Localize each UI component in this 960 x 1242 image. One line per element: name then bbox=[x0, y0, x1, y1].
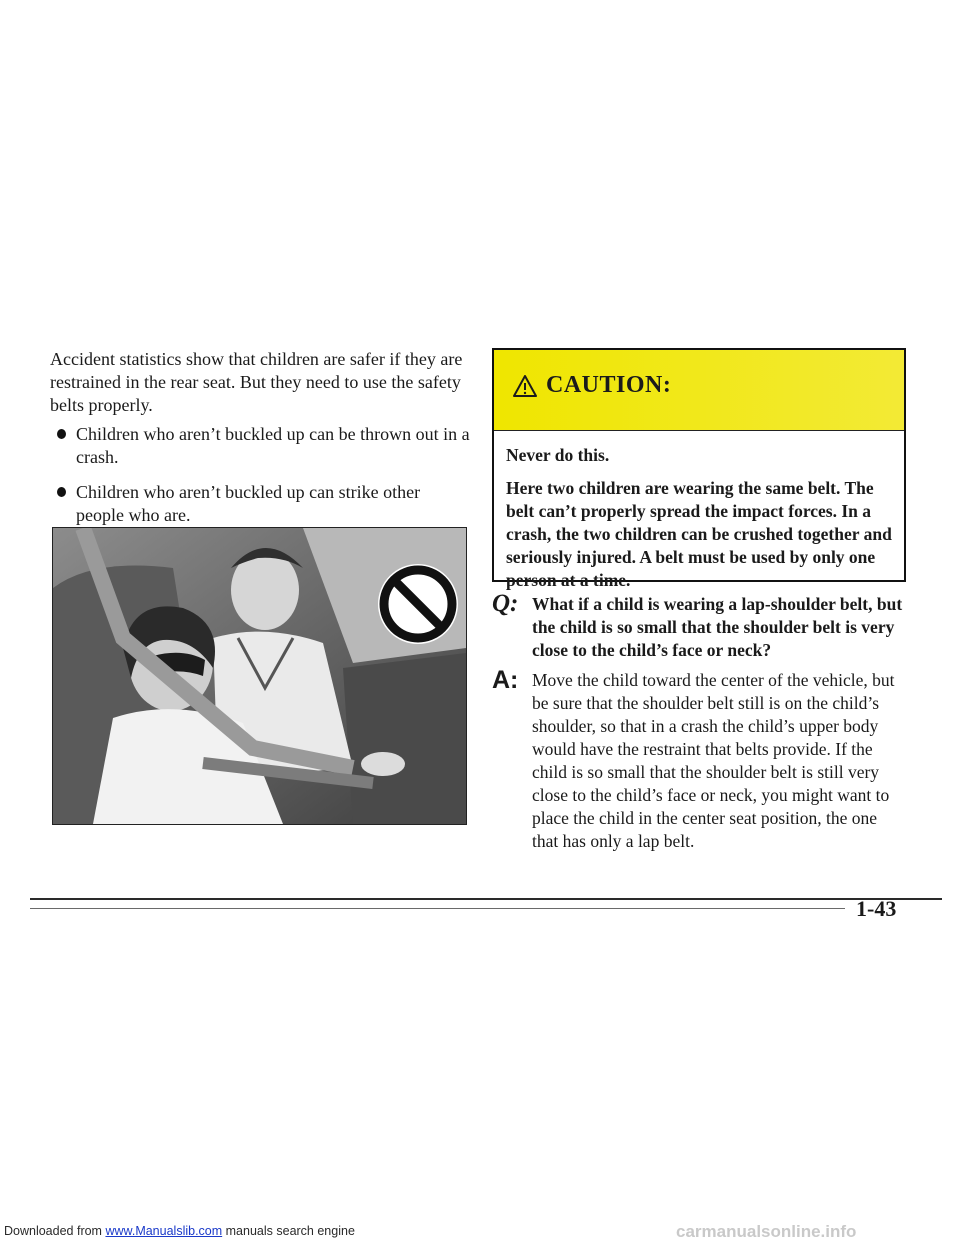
bullet-text: Children who aren’t buckled up can strike other people who are. bbox=[76, 482, 421, 525]
page-number: 1-43 bbox=[856, 896, 897, 921]
footer-prefix: Downloaded from bbox=[4, 1224, 106, 1238]
watermark: carmanualsonline.info bbox=[676, 1222, 857, 1241]
answer-text: Move the child toward the center of the vehicle, but be sure that the shoulder belt still is on the child’s shoulder, so that in a crash the child’s upper body would have the restraint that belts provide. If the child is so small that the shoulder belt is still very close to the child’s face or neck, you might want to place the child in the center seat position, the one that has only a lap belt. bbox=[532, 670, 895, 851]
illustration-svg bbox=[53, 528, 466, 824]
footer-rule bbox=[30, 898, 942, 900]
bullet-list bbox=[50, 423, 470, 539]
door-panel bbox=[343, 653, 466, 824]
prohibition-icon bbox=[378, 564, 458, 644]
caution-title: CAUTION: bbox=[546, 372, 672, 398]
bullet-icon bbox=[57, 429, 66, 439]
list-item bbox=[50, 423, 470, 469]
caution-box bbox=[492, 348, 906, 590]
warning-triangle-icon bbox=[512, 374, 538, 398]
bullet-text: Children who aren’t buckled up can be thrown out in a crash. bbox=[76, 424, 470, 467]
question-text: What if a child is wearing a lap-shoulder belt, but the child is so small that the shoulder belt is very close to the child’s face or neck? bbox=[532, 594, 903, 660]
download-footer bbox=[4, 1224, 355, 1238]
caution-paragraph: Never do this. bbox=[506, 445, 610, 465]
manualslib-link[interactable]: www.Manualslib.com bbox=[105, 1224, 223, 1238]
list-item bbox=[50, 481, 470, 527]
children-sharing-belt-illustration bbox=[52, 527, 467, 825]
hands bbox=[361, 752, 405, 776]
footer-suffix: manuals search engine bbox=[222, 1224, 355, 1238]
answer-label: A: bbox=[492, 666, 519, 694]
intro-paragraph: Accident statistics show that children are safer if they are restrained in the rear seat. But they need to use the safety belts properly. bbox=[50, 349, 463, 415]
caution-header bbox=[494, 350, 904, 431]
caution-paragraph: Here two children are wearing the same belt. The belt can’t properly spread the impact forces. In a crash, the two children can be crushed together and seriously injured. A belt must be used by only one person at a time. bbox=[506, 478, 892, 590]
question-label: Q: bbox=[492, 590, 519, 617]
footer-rule-thin bbox=[30, 908, 845, 909]
bullet-icon bbox=[57, 487, 66, 497]
caution-body bbox=[506, 444, 894, 602]
